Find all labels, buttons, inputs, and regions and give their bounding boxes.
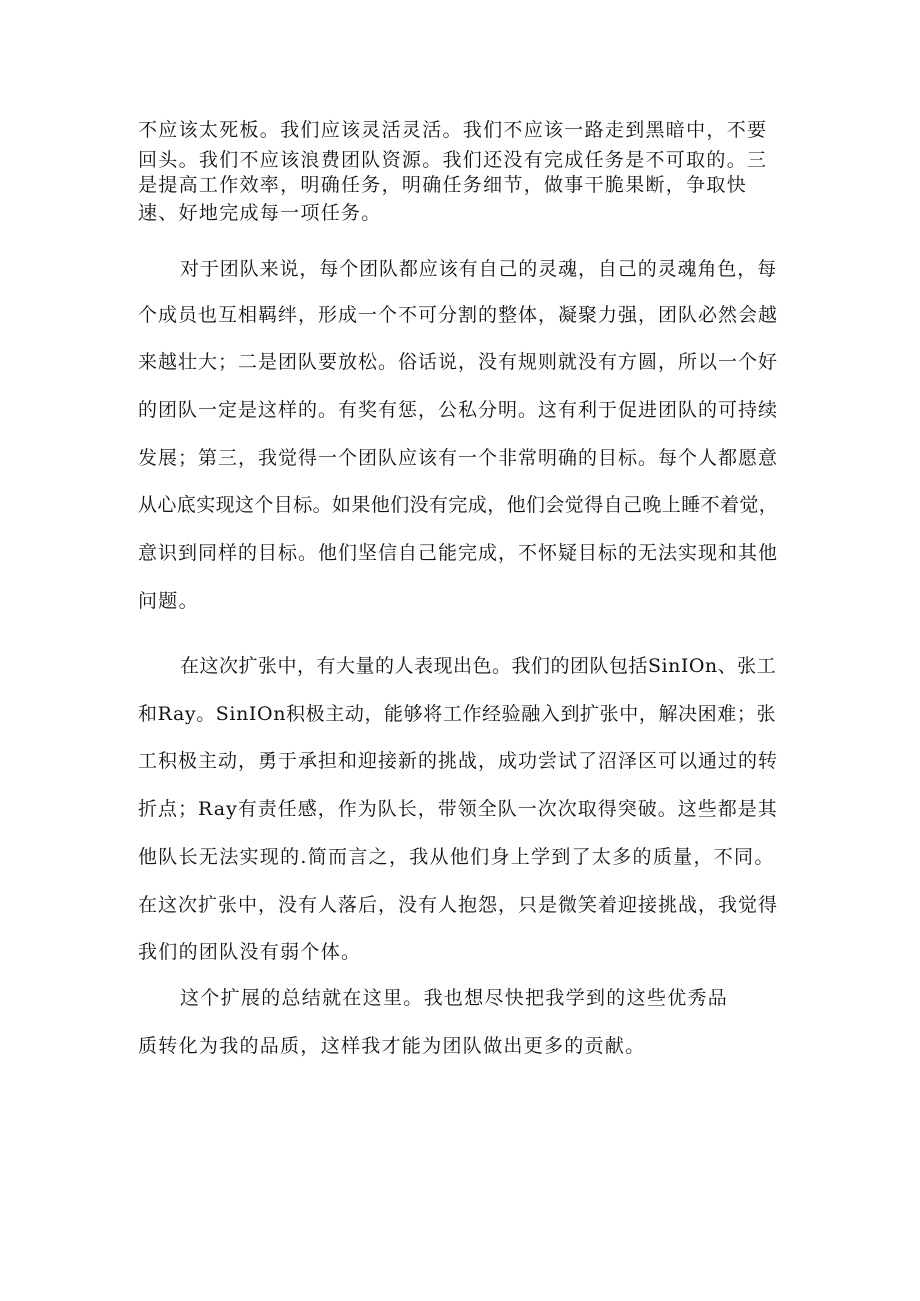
paragraph-3-line-1: 在这次扩张中，有大量的人表现出色。我们的团队包括SinIOn、张工 <box>180 655 777 677</box>
paragraph-3-line-7: 我们的团队没有弱个体。 <box>138 941 362 963</box>
paragraph-3-line-2: 和Ray。SinIOn积极主动，能够将工作经验融入到扩张中，解决困难；张 <box>138 703 777 725</box>
paragraph-2-line-3: 来越壮大；二是团队要放松。俗话说，没有规则就没有方圆，所以一个好 <box>138 351 779 373</box>
paragraph-4-line-2: 质转化为我的品质，这样我才能为团队做出更多的贡献。 <box>138 1035 646 1057</box>
paragraph-3-line-6: 在这次扩张中，没有人落后，没有人抱怨，只是微笑着迎接挑战，我觉得 <box>138 894 779 916</box>
paragraph-2-line-5: 发展；第三，我觉得一个团队应该有一个非常明确的目标。每个人都愿意 <box>138 447 779 469</box>
paragraph-2-line-4: 的团队一定是这样的。有奖有惩，公私分明。这有利于促进团队的可持续 <box>138 399 779 421</box>
paragraph-3-line-4: 折点；Ray有责任感，作为队长，带领全队一次次取得突破。这些都是其 <box>138 798 778 820</box>
paragraph-2-line-2: 个成员也互相羁绊，形成一个不可分割的整体，凝聚力强，团队必然会越 <box>138 304 779 326</box>
paragraph-1-line-3: 是提高工作效率，明确任务，明确任务细节，做事干脆果断，争取快 <box>138 174 748 196</box>
paragraph-2-line-6: 从心底实现这个目标。如果他们没有完成，他们会觉得自己晚上睡不着觉， <box>138 494 779 516</box>
paragraph-1-line-2: 回头。我们不应该浪费团队资源。我们还没有完成任务是不可取的。三 <box>138 149 768 171</box>
paragraph-3-line-3: 工积极主动，勇于承担和迎接新的挑战，成功尝试了沼泽区可以通过的转 <box>138 750 779 772</box>
paragraph-2-line-7: 意识到同样的目标。他们坚信自己能完成，不怀疑目标的无法实现和其他 <box>138 542 779 564</box>
paragraph-1-line-1: 不应该太死板。我们应该灵活灵活。我们不应该一路走到黑暗中，不要 <box>138 119 768 141</box>
paragraph-3-line-5: 他队长无法实现的.简而言之，我从他们身上学到了太多的质量，不同。 <box>138 846 775 868</box>
paragraph-2-line-8: 问题。 <box>138 590 199 612</box>
paragraph-2-line-1: 对于团队来说，每个团队都应该有自己的灵魂，自己的灵魂角色，每 <box>180 258 778 280</box>
paragraph-4-line-1: 这个扩展的总结就在这里。我也想尽快把我学到的这些优秀品 <box>180 987 729 1009</box>
paragraph-1-line-4: 速、好地完成每一项任务。 <box>138 202 382 224</box>
